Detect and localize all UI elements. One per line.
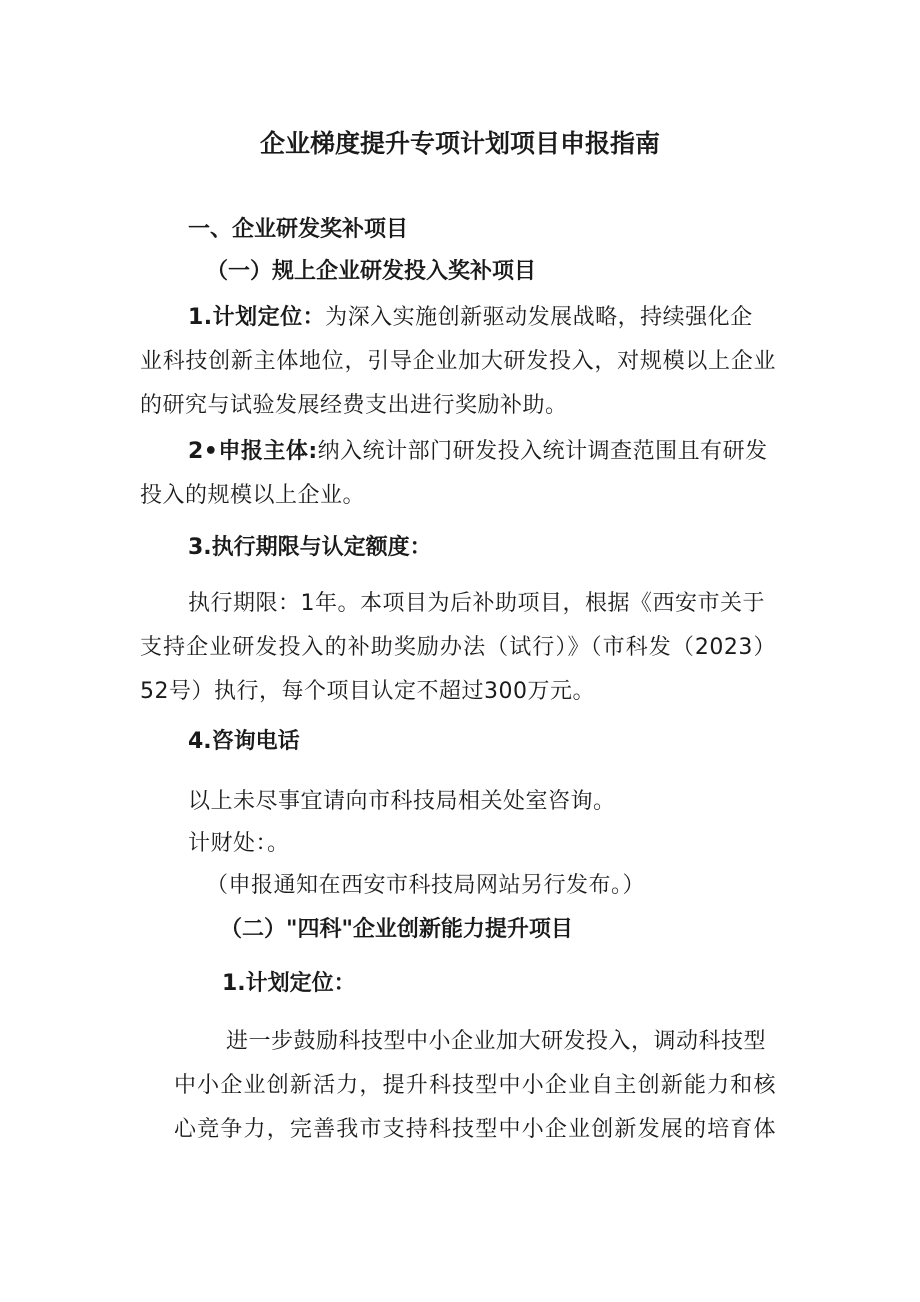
- paragraph-line: 进一步鼓励科技型中小企业加大研发投入，调动科技型: [226, 1029, 767, 1054]
- paragraph-line: 投入的规模以上企业。: [140, 483, 366, 508]
- paragraph-line: （申报通知在西安市科技局网站另行发布。）: [206, 873, 646, 898]
- paragraph-line: 执行期限：1年。本项目为后补助项目，根据《西安市关于: [188, 591, 765, 616]
- subsection-heading-2: （二）"四科"企业创新能力提升项目: [220, 917, 573, 942]
- item-label: 4.咨询电话: [188, 729, 300, 754]
- paragraph-plan-positioning: [188, 302, 753, 334]
- paragraph-line: 计财处：。: [188, 831, 290, 856]
- paragraph-line: 以上未尽事宜请向市科技局相关处室咨询。: [188, 789, 616, 814]
- paragraph-text: 纳入统计部门研发投入统计调查范围且有研发: [317, 439, 768, 464]
- section-heading-1: 一、企业研发奖补项目: [188, 217, 409, 242]
- item-label: 2•申报主体:: [188, 439, 318, 464]
- document-title: 企业梯度提升专项计划项目申报指南: [259, 129, 660, 158]
- item-label: 3.执行期限与认定额度：: [188, 535, 432, 560]
- paragraph-line: 的研究与试验发展经费支出进行奖励补助。: [140, 393, 568, 418]
- paragraph-line: 业科技创新主体地位，引导企业加大研发投入，对规模以上企业: [140, 349, 776, 374]
- paragraph-applicant: [188, 436, 768, 468]
- paragraph-line: 支持企业研发投入的补助奖励办法（试行）》（市科发（2023）: [140, 635, 776, 660]
- item-label: 1.计划定位：: [188, 305, 326, 330]
- paragraph-line: 52号）执行，每个项目认定不超过300万元。: [140, 679, 595, 704]
- subsection-heading-1: （一）规上企业研发投入奖补项目: [206, 259, 537, 284]
- paragraph-line: 心竞争力，完善我市支持科技型中小企业创新发展的培育体: [174, 1117, 776, 1142]
- paragraph-text: 为深入实施创新驱动发展战略，持续强化企: [325, 305, 753, 330]
- paragraph-line: 中小企业创新活力，提升科技型中小企业自主创新能力和核: [174, 1073, 776, 1098]
- item-label: 1.计划定位：: [222, 971, 356, 996]
